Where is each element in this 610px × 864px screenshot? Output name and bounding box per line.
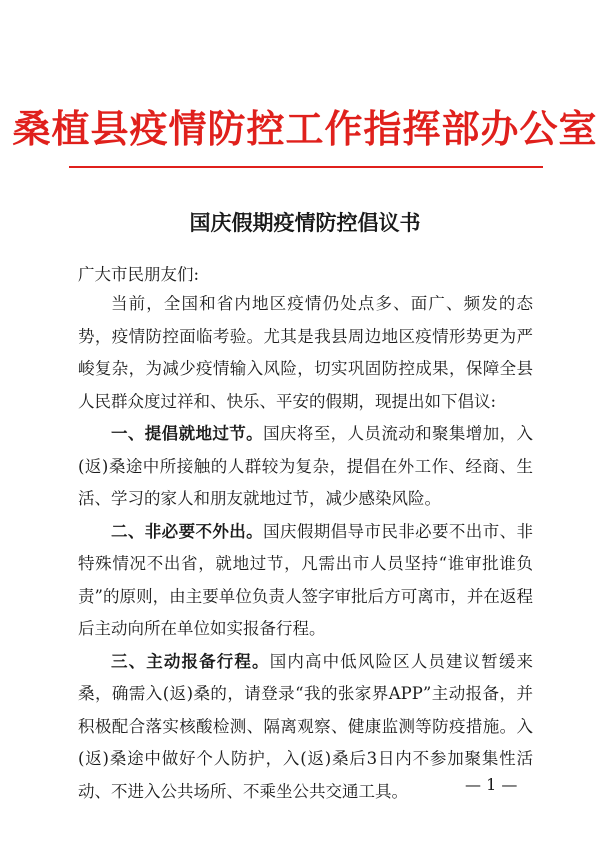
proposal-item-2-heading: 二、非必要不外出。 — [111, 521, 264, 541]
proposal-item-2 — [78, 516, 533, 646]
proposal-item-3-heading: 三、主动报备行程。 — [111, 651, 270, 671]
proposal-item-1-text: 国庆将至，人员流动和聚集增加，入(返)桑途中所接触的人群较为复杂，提倡在外工作、经商、生活、学习的家人和朋友就地过节，减少感染风险。 — [78, 424, 534, 508]
header-divider-rule — [69, 166, 543, 168]
proposal-item-1-heading: 一、提倡就地过节。 — [111, 424, 264, 443]
salutation: 广大市民朋友们: — [78, 265, 200, 284]
document-body — [78, 288, 533, 808]
page-number: — 1 — — [465, 775, 518, 794]
proposal-item-3-text: 国内高中低风险区人员建议暂缓来桑，确需入(返)桑的，请登录“我的张家界APP”主动报备，并积极配合落实核酸检测、隔离观察、健康监测等防疫措施。入(返)桑途中做好个人防护，入(返)桑后3日内不参加聚集性活动、不进入公共场所、不乘坐公共交通工具。 — [78, 651, 534, 801]
office-header-title: 桑植县疫情防控工作指挥部办公室 — [12, 106, 598, 151]
document-title: 国庆假期疫情防控倡议书 — [189, 210, 421, 235]
proposal-item-1 — [78, 418, 533, 516]
intro-paragraph: 当前，全国和省内地区疫情仍处点多、面广、频发的态势，疫情防控面临考验。尤其是我县周边地区疫情形势更为严峻复杂，为减少疫情输入风险，切实巩固防控成果，保障全县人民群众度过祥和、快乐、平安的假期，现提出如下倡议: — [78, 294, 533, 411]
proposal-item-2-text: 国庆假期倡导市民非必要不出市、非特殊情况不出省，就地过节，凡需出市人员坚持“谁审批谁负责”的原则，由主要单位负责人签字审批后方可离市，并在返程后主动向所在单位如实报备行程。 — [78, 521, 534, 638]
